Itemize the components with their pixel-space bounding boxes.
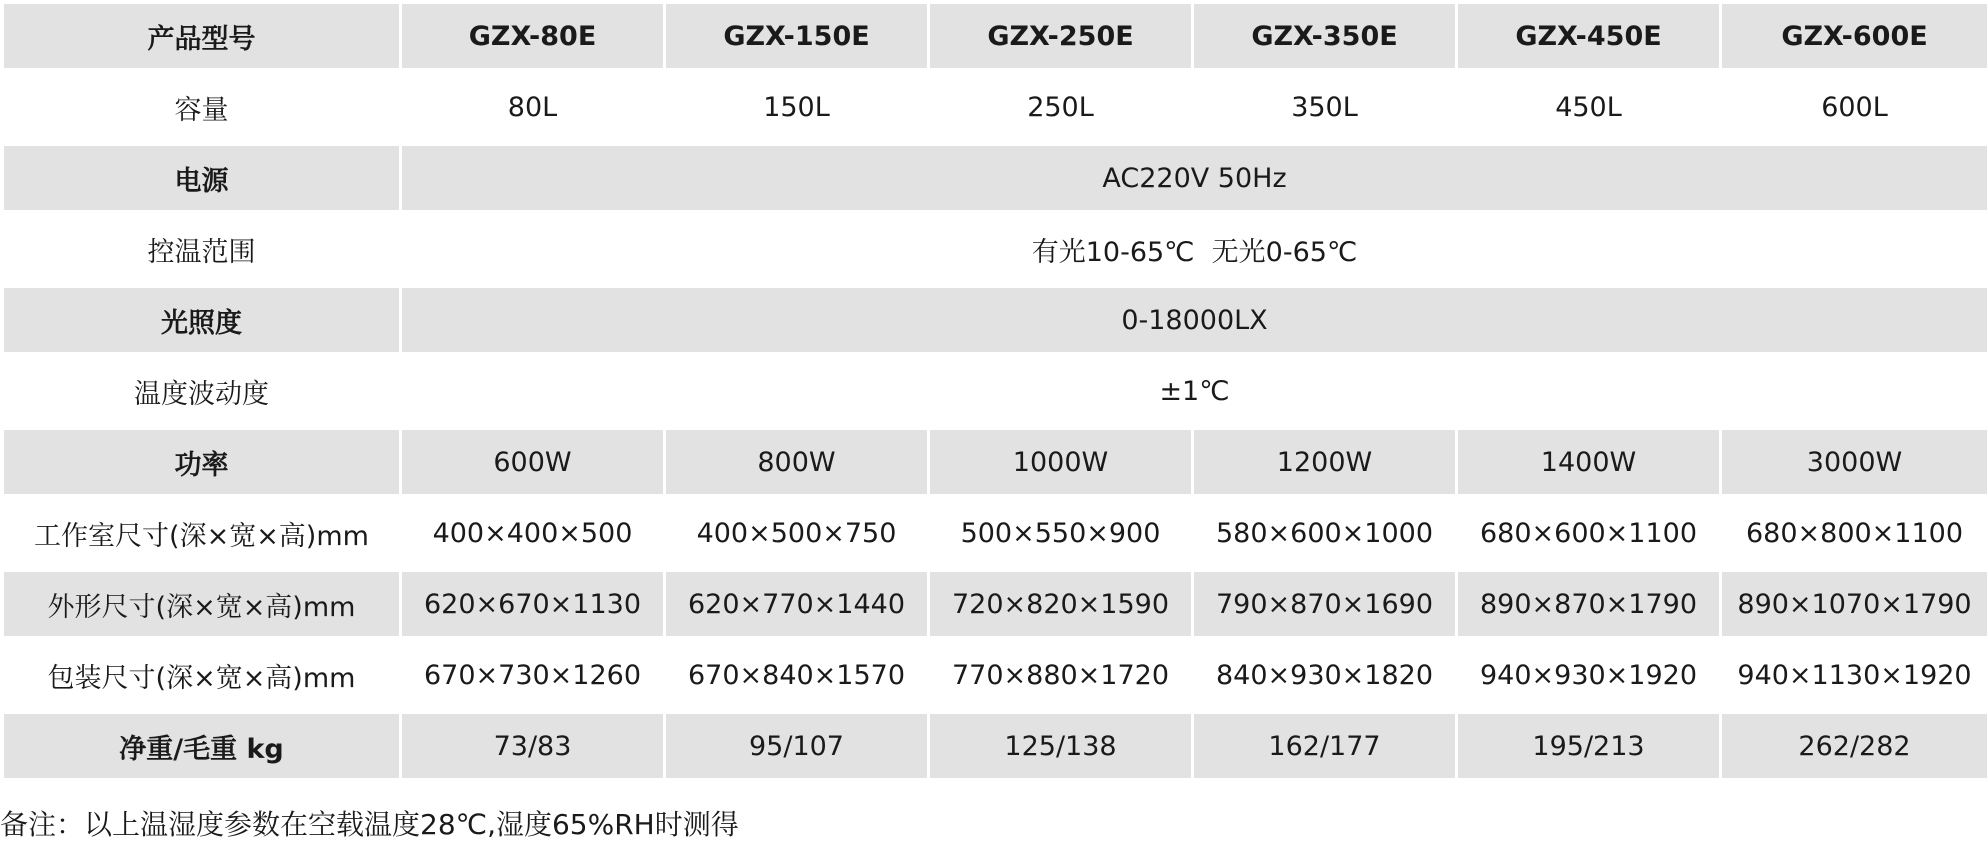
table-cell: 73/83 (402, 714, 666, 778)
header-row (4, 4, 1987, 68)
table-cell: 450L (1458, 68, 1722, 146)
temp-fluctuation-value: ±1℃ (402, 352, 1987, 430)
table-cell: 680×800×1100 (1722, 494, 1987, 572)
table-cell: 770×880×1720 (930, 636, 1194, 714)
table-cell: 125/138 (930, 714, 1194, 778)
table-cell: 80L (402, 68, 666, 146)
table-cell: 680×600×1100 (1458, 494, 1722, 572)
table-cell: 1400W (1458, 430, 1722, 494)
illuminance-row (4, 288, 1987, 352)
row-label-power-supply: 电源 (4, 146, 402, 210)
table-cell: 400×400×500 (402, 494, 666, 572)
row-label-chamber-size: 工作室尺寸(深×宽×高)mm (4, 494, 402, 572)
row-label-outer-size: 外形尺寸(深×宽×高)mm (4, 572, 402, 636)
table-cell: 620×770×1440 (666, 572, 930, 636)
footnote: 备注：以上温湿度参数在空载温度28℃,湿度65%RH时测得 (0, 808, 739, 841)
power-supply-row (4, 146, 1987, 210)
row-label-model: 产品型号 (4, 4, 402, 68)
table-cell: 3000W (1722, 430, 1987, 494)
table-cell: 350L (1194, 68, 1458, 146)
table-cell: 150L (666, 68, 930, 146)
model-name: GZX-150E (666, 4, 930, 68)
illuminance-value: 0-18000LX (402, 288, 1987, 352)
power-supply-value: AC220V 50Hz (402, 146, 1987, 210)
chamber-size-row (4, 494, 1987, 572)
spec-table (4, 4, 1987, 778)
row-label-capacity: 容量 (4, 68, 402, 146)
temp-range-row (4, 210, 1987, 288)
table-cell: 670×730×1260 (402, 636, 666, 714)
row-label-package-size: 包装尺寸(深×宽×高)mm (4, 636, 402, 714)
table-cell: 1000W (930, 430, 1194, 494)
model-name: GZX-350E (1194, 4, 1458, 68)
capacity-row (4, 68, 1987, 146)
row-label-temp-fluctuation: 温度波动度 (4, 352, 402, 430)
table-cell: 800W (666, 430, 930, 494)
table-cell: 580×600×1000 (1194, 494, 1458, 572)
table-cell: 720×820×1590 (930, 572, 1194, 636)
temp-range-value: 有光10-65℃ 无光0-65℃ (402, 210, 1987, 288)
weight-row (4, 714, 1987, 778)
table-cell: 600L (1722, 68, 1987, 146)
package-size-row (4, 636, 1987, 714)
model-name: GZX-450E (1458, 4, 1722, 68)
table-cell: 670×840×1570 (666, 636, 930, 714)
model-name: GZX-80E (402, 4, 666, 68)
table-cell: 195/213 (1458, 714, 1722, 778)
table-cell: 940×930×1920 (1458, 636, 1722, 714)
table-cell: 940×1130×1920 (1722, 636, 1987, 714)
table-cell: 262/282 (1722, 714, 1987, 778)
table-cell: 162/177 (1194, 714, 1458, 778)
table-cell: 500×550×900 (930, 494, 1194, 572)
table-cell: 840×930×1820 (1194, 636, 1458, 714)
model-name: GZX-600E (1722, 4, 1987, 68)
outer-size-row (4, 572, 1987, 636)
row-label-illuminance: 光照度 (4, 288, 402, 352)
table-cell: 600W (402, 430, 666, 494)
table-cell: 890×1070×1790 (1722, 572, 1987, 636)
table-cell: 95/107 (666, 714, 930, 778)
power-row (4, 430, 1987, 494)
table-cell: 790×870×1690 (1194, 572, 1458, 636)
row-label-power: 功率 (4, 430, 402, 494)
table-cell: 890×870×1790 (1458, 572, 1722, 636)
table-cell: 400×500×750 (666, 494, 930, 572)
temp-fluctuation-row (4, 352, 1987, 430)
model-name: GZX-250E (930, 4, 1194, 68)
table-cell: 250L (930, 68, 1194, 146)
row-label-weight: 净重/毛重 kg (4, 714, 402, 778)
table-cell: 620×670×1130 (402, 572, 666, 636)
table-cell: 1200W (1194, 430, 1458, 494)
row-label-temp-range: 控温范围 (4, 210, 402, 288)
